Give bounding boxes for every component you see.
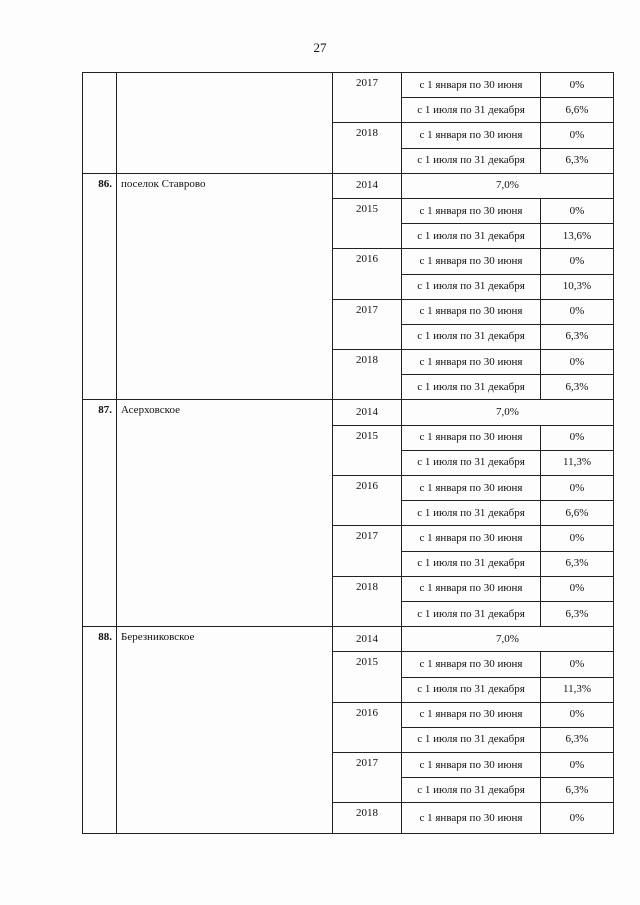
period-cell: с 1 января по 30 июня [402, 526, 541, 551]
rate-cell: 6,3% [541, 375, 614, 400]
period-cell: с 1 июля по 31 декабря [402, 501, 541, 526]
year-cell: 2018 [333, 123, 402, 173]
period-cell: с 1 июля по 31 декабря [402, 727, 541, 752]
rate-cell: 0% [541, 123, 614, 148]
rate-cell: 0% [541, 652, 614, 677]
year-cell: 2016 [333, 702, 402, 752]
rate-cell: 6,3% [541, 148, 614, 173]
year-cell: 2015 [333, 198, 402, 248]
row-number: 88. [83, 627, 117, 834]
rate-cell: 11,3% [541, 450, 614, 475]
year-cell: 2015 [333, 425, 402, 475]
period-cell: с 1 января по 30 июня [402, 803, 541, 833]
year-cell: 2014 [333, 173, 402, 198]
period-cell: с 1 января по 30 июня [402, 652, 541, 677]
period-cell: с 1 января по 30 июня [402, 123, 541, 148]
rate-cell: 0% [541, 576, 614, 601]
period-cell: с 1 июля по 31 декабря [402, 274, 541, 299]
rate-cell: 11,3% [541, 677, 614, 702]
year-cell: 2018 [333, 576, 402, 626]
annual-rate-cell: 7,0% [402, 400, 614, 425]
row-number: 87. [83, 400, 117, 627]
rate-cell: 6,6% [541, 98, 614, 123]
period-cell: с 1 января по 30 июня [402, 249, 541, 274]
period-cell: с 1 января по 30 июня [402, 73, 541, 98]
year-cell: 2017 [333, 73, 402, 123]
rate-cell: 6,3% [541, 601, 614, 626]
settlement-name [117, 73, 333, 174]
page-number: 27 [313, 40, 327, 55]
period-cell: с 1 июля по 31 декабря [402, 98, 541, 123]
rate-cell: 0% [541, 526, 614, 551]
table-row [83, 627, 614, 652]
rate-cell: 6,3% [541, 727, 614, 752]
year-cell: 2017 [333, 526, 402, 576]
rate-cell: 6,3% [541, 324, 614, 349]
year-cell: 2014 [333, 627, 402, 652]
year-cell: 2016 [333, 476, 402, 526]
annual-rate-cell: 7,0% [402, 173, 614, 198]
period-cell: с 1 января по 30 июня [402, 753, 541, 778]
period-cell: с 1 июля по 31 декабря [402, 148, 541, 173]
period-cell: с 1 июля по 31 декабря [402, 450, 541, 475]
period-cell: с 1 июля по 31 декабря [402, 224, 541, 249]
settlement-name: Березниковское [117, 627, 333, 834]
row-number [83, 73, 117, 174]
period-cell: с 1 января по 30 июня [402, 702, 541, 727]
period-cell: с 1 января по 30 июня [402, 198, 541, 223]
rate-cell: 0% [541, 299, 614, 324]
period-cell: с 1 января по 30 июня [402, 350, 541, 375]
year-cell: 2016 [333, 249, 402, 299]
tariff-table-body [83, 73, 614, 834]
settlement-name: Асерховское [117, 400, 333, 627]
rate-cell: 0% [541, 425, 614, 450]
rate-cell: 0% [541, 249, 614, 274]
rate-cell: 10,3% [541, 274, 614, 299]
rate-cell: 0% [541, 73, 614, 98]
period-cell: с 1 июля по 31 декабря [402, 677, 541, 702]
rate-cell: 6,6% [541, 501, 614, 526]
year-cell: 2018 [333, 350, 402, 400]
period-cell: с 1 января по 30 июня [402, 576, 541, 601]
period-cell: с 1 января по 30 июня [402, 299, 541, 324]
rate-cell: 0% [541, 803, 614, 833]
year-cell: 2017 [333, 753, 402, 803]
period-cell: с 1 июля по 31 декабря [402, 324, 541, 349]
rate-cell: 6,3% [541, 551, 614, 576]
period-cell: с 1 июля по 31 декабря [402, 375, 541, 400]
year-cell: 2018 [333, 803, 402, 833]
settlement-name: поселок Ставрово [117, 173, 333, 400]
period-cell: с 1 января по 30 июня [402, 476, 541, 501]
period-cell: с 1 января по 30 июня [402, 425, 541, 450]
rate-cell: 0% [541, 753, 614, 778]
year-cell: 2014 [333, 400, 402, 425]
tariff-table [82, 72, 614, 834]
rate-cell: 0% [541, 350, 614, 375]
period-cell: с 1 июля по 31 декабря [402, 601, 541, 626]
rate-cell: 0% [541, 476, 614, 501]
rate-cell: 0% [541, 702, 614, 727]
period-cell: с 1 июля по 31 декабря [402, 551, 541, 576]
table-row [83, 173, 614, 198]
row-number: 86. [83, 173, 117, 400]
rate-cell: 0% [541, 198, 614, 223]
rate-cell: 6,3% [541, 778, 614, 803]
annual-rate-cell: 7,0% [402, 627, 614, 652]
period-cell: с 1 июля по 31 декабря [402, 778, 541, 803]
table-row [83, 400, 614, 425]
year-cell: 2017 [333, 299, 402, 349]
table-row [83, 73, 614, 98]
year-cell: 2015 [333, 652, 402, 702]
rate-cell: 13,6% [541, 224, 614, 249]
